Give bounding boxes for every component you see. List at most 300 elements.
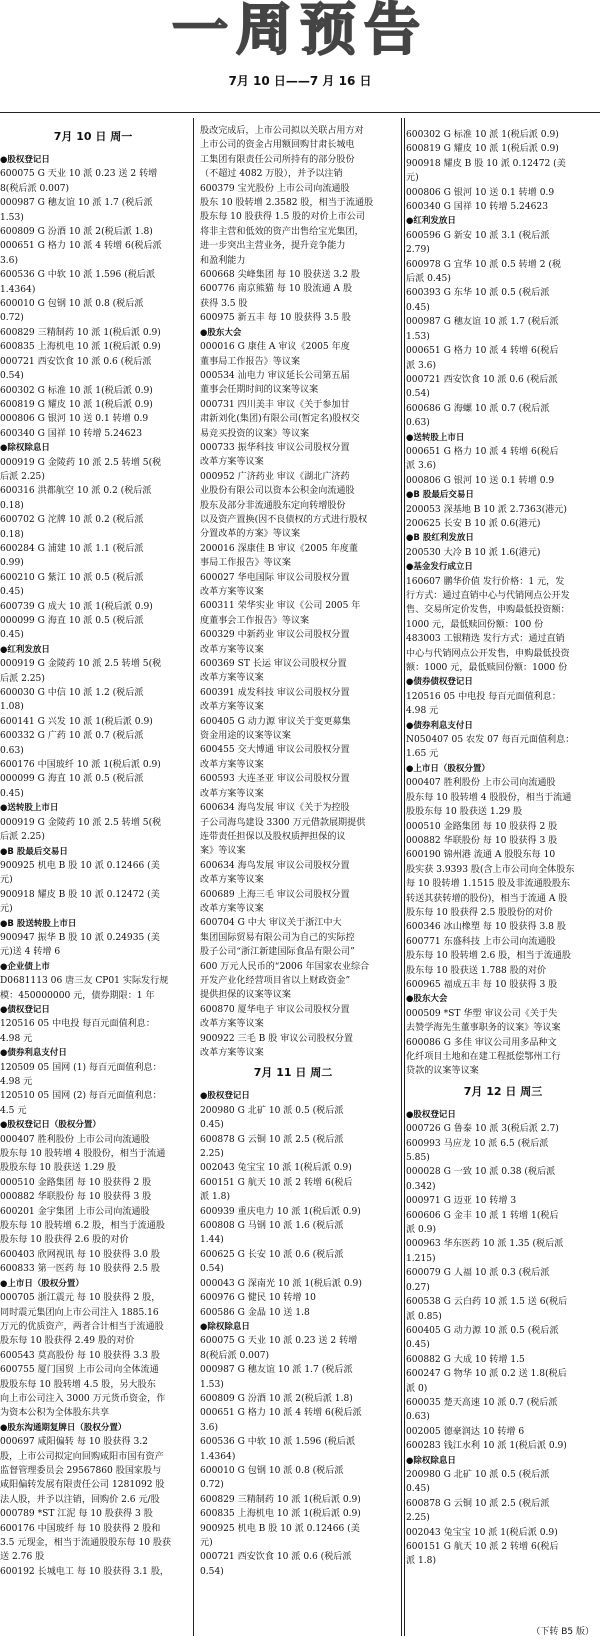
- listing-line: 600819 G 耀皮 10 派 1(税后派 0.9): [0, 399, 153, 410]
- listing-line: 进一步突出主营业务，提升竞争能力: [200, 241, 346, 252]
- listing-line: 600771 东盛科技 上市公司向流通股: [406, 936, 556, 947]
- listing-line: 将非主营和低效的资产出售给宝光集团，: [200, 226, 364, 237]
- listing-line: 派 0): [406, 1383, 428, 1394]
- column-2-list-a: [200, 124, 386, 1060]
- listing-line: 600079 G 人福 10 派 0.3 (税后派: [406, 1268, 550, 1279]
- section-heading: ●除权除息日: [200, 1321, 250, 1332]
- listing-line: 120516 05 中电投 每百元面值利息：: [0, 1019, 155, 1030]
- listing-line: 600536 G 中软 10 派 1.596 (税后派: [0, 270, 156, 281]
- listing-line: 0.45): [0, 630, 24, 641]
- listing-line: 000651 G 格力 10 派 4 转增 6(税后: [406, 346, 559, 357]
- listing-line: 4.98 元: [0, 1077, 33, 1087]
- listing-line: 600809 G 汾酒 10 派 2(税后派 1.8): [0, 227, 153, 238]
- listing-line: 后派 2.25): [0, 832, 45, 843]
- listing-line: 改革方案等议案: [200, 903, 264, 914]
- listing-line: 改革方案等议案: [200, 644, 264, 655]
- listing-line: 600939 重庆电力 10 派 1(税后派 0.9): [200, 1206, 361, 1217]
- listing-line: 3.6): [0, 255, 19, 266]
- listing-line: 工集团有限责任公司所持有的部分股份: [200, 154, 355, 165]
- listing-line: 000919 G 金陵药 10 派 2.5 转增 5(税: [0, 457, 162, 468]
- listing-line: 600686 G 海螺 10 派 0.7 (税后派: [406, 403, 550, 414]
- listing-line: 600704 G 中大 审议关于浙江中大: [200, 918, 342, 929]
- listing-line: 0.27): [406, 1282, 430, 1293]
- listing-line: 肃新刘化(集团)有限公司(暂定名)股权交: [200, 414, 360, 425]
- listing-line: D0681113 06 唐三友 CP01 实际发行规: [0, 976, 169, 987]
- listing-line: 600151 G 航天 10 派 2 转增 6(税后: [200, 1177, 353, 1188]
- listing-line: 0.54): [0, 371, 24, 382]
- listing-line: 600369 ST 长运 审议公司股权分置: [200, 659, 347, 670]
- listing-line: 200980 G 北矿 10 派 0.5 (税后派: [200, 1105, 344, 1116]
- listing-line: 600030 G 中信 10 派 1.2 (税后派: [0, 688, 144, 699]
- listing-line: 1.65 元: [406, 749, 439, 760]
- listing-line: 600808 G 马钢 10 派 1.6 (税后派: [200, 1221, 344, 1232]
- listing-line: 分置改革的方案》等议案: [200, 529, 301, 540]
- listing-line: 600010 G 包钢 10 派 0.8 (税后派: [0, 299, 144, 310]
- listing-line: 改革方案等议案: [200, 788, 264, 799]
- listing-line: 0.45): [406, 302, 430, 313]
- listing-line: 600176 中国玻纤 每 10 股获得 2 股和: [0, 1523, 161, 1534]
- listing-line: 002005 德豪润达 10 转增 6: [406, 1426, 525, 1437]
- listing-line: 4.98 元: [406, 706, 439, 717]
- listing-line: 股子公司“浙江新建国际食品有限公司”: [200, 947, 355, 958]
- listing-line: 600965 福成五丰 每 10 股获得 3 股: [406, 979, 558, 990]
- listing-line: 股东每 10 股转增 6.2 股，相当于流通股: [0, 1221, 165, 1232]
- listing-line: 股东每 10 股转增 2.6 股，相当于流通股: [406, 951, 571, 962]
- section-heading: ●除权除息日: [0, 443, 50, 454]
- listing-line: 000028 G 一致 10 派 0.38 (税后派: [406, 1167, 556, 1178]
- listing-line: 送 2.76 股: [0, 1552, 45, 1563]
- date-range: 7月 10 日——7 月 16 日: [228, 74, 372, 88]
- listing-line: 模：450000000 元，债券期限：1 年: [0, 990, 155, 1001]
- listing-line: 600403 欣网视讯 每 10 股获得 3.0 股: [0, 1249, 160, 1260]
- listing-line: 600283 钱江水利 10 派 1(税后派 0.9): [406, 1441, 567, 1452]
- section-heading: ●除权除息日: [406, 1455, 456, 1466]
- column-3-list-a: [406, 128, 600, 1079]
- listing-line: 股股东每 10 股获送 1.29 股: [406, 807, 523, 818]
- listing-line: 股东每 10 股获送 1.788 股的对价: [406, 965, 547, 976]
- listing-line: 600247 G 物华 10 派 0.2 送 1.8(税后: [406, 1369, 567, 1380]
- listing-line: 开发产业化经营项目省以上财政资金”: [200, 975, 351, 986]
- section-heading: ●B 股送转股上市日: [0, 918, 77, 929]
- listing-line: 600978 G 宜华 10 派 0.5 转增 2 (税: [406, 259, 562, 270]
- listing-line: 600819 G 耀皮 10 派 1(税后派 0.9): [406, 144, 559, 155]
- listing-line: 600538 G 云白药 10 派 1.5 送 6(税后: [406, 1297, 568, 1308]
- section-heading: ●股权登记日: [406, 1109, 456, 1120]
- listing-line: 董事局工作报告》等议案: [200, 356, 301, 367]
- listing-line: 1.53): [0, 212, 24, 223]
- listing-line: 股改完成后，上市公司拟以关联占用方对: [200, 126, 364, 136]
- listing-line: 万元的优质资产，两者合计相当于流通股: [0, 1321, 164, 1332]
- listing-line: 000407 胜利股份 上市公司向流通股: [0, 1134, 150, 1145]
- listing-line: 000697 咸阳偏转 每 10 股获得 3.2: [0, 1437, 148, 1448]
- listing-line: 600332 G 广药 10 派 0.7 (税后派: [0, 731, 144, 742]
- column-divider-1: [193, 118, 194, 1636]
- listing-line: 600086 G 多佳 审议公司用多品种文: [406, 1037, 557, 1048]
- listing-line: 提供担保的议案等议案: [200, 990, 291, 1001]
- listing-line: 900925 机电 B 股 10 派 0.12466 (美: [200, 1523, 360, 1534]
- listing-line: 000016 G 康佳 A 审议《2005 年度: [200, 342, 350, 353]
- listing-line: 600878 G 云铜 10 派 2.5 (税后派: [200, 1134, 344, 1145]
- day-heading-jul12: 7月 12 日 周三: [463, 1084, 543, 1098]
- listing-line: 0.54): [200, 1264, 224, 1275]
- listing-line: 改革方案等议案: [200, 673, 264, 684]
- listing-line: 600809 G 汾酒 10 派 2(税后派 1.8): [200, 1393, 353, 1404]
- listing-line: 股实获 3.9393 股(含上市公司向全体股东: [406, 864, 575, 875]
- listing-line: 资金用途的议案等议案: [200, 731, 291, 742]
- listing-line: 000952 广济药业 审议《湖北广济药: [200, 471, 350, 482]
- listing-line: 派 0.9): [406, 1225, 436, 1236]
- listing-line: 1.215): [406, 1253, 436, 1264]
- listing-line: 600405 G 动力源 审议关于变更募集: [200, 716, 351, 727]
- listing-line: 000726 G 鲁泰 10 派 3(税后派 2.7): [406, 1124, 559, 1135]
- listing-line: 600634 海鸟发展 审议《关于为控股: [200, 803, 350, 814]
- listing-line: 600596 G 新安 10 派 3.1 (税后派: [406, 230, 550, 241]
- listing-line: 600010 G 包钢 10 派 0.8 (税后派: [200, 1465, 344, 1476]
- listing-line: 0.18): [0, 500, 24, 511]
- listing-line: 度董事会工作报告》等议案: [200, 615, 310, 626]
- listing-line: 600606 G 金丰 10 派 1 转增 1(税后: [406, 1210, 559, 1221]
- listing-line: 获得 3.5 股: [200, 298, 248, 309]
- listing-line: 900918 耀皮 B 股 10 派 0.12472 (美: [406, 158, 566, 169]
- section-heading: ●债券债权登记日: [406, 677, 473, 688]
- listing-line: 后派 2.25): [0, 673, 45, 684]
- column-3: [406, 128, 600, 1569]
- listing-line: 000407 胜利股份 上市公司向流通股: [406, 778, 556, 789]
- listing-line: 000099 G 海直 10 派 0.5 (税后派: [0, 774, 144, 785]
- listing-line: 900925 机电 B 股 10 派 0.12466 (美: [0, 860, 160, 871]
- section-heading: ●债券利息支付日: [406, 720, 473, 731]
- listing-line: 160607 鹏华价值 发行价格：1 元，发: [406, 576, 565, 587]
- listing-line: 600151 G 航天 10 派 2 转增 6(税后: [406, 1542, 559, 1552]
- listing-line: 000806 G 银河 10 送 0.1 转增 0.9: [406, 475, 555, 486]
- listing-line: N050407 05 农发 07 每百元面值利息：: [406, 735, 575, 746]
- listing-line: 000987 G 穗友谊 10 派 1.7 (税后派: [0, 198, 153, 209]
- section-heading: ●企业债上市: [0, 961, 50, 972]
- listing-line: 股股东每 10 股转增 4.5 股，另大股东: [0, 1379, 156, 1390]
- listing-line: 000963 华东医药 10 派 1.35 (税后派: [406, 1239, 564, 1250]
- listing-line: 600625 G 长安 10 派 0.6 (税后派: [200, 1249, 344, 1260]
- listing-line: 元): [0, 904, 13, 915]
- listing-line: 600870 厦华电子 审议公司股权分置: [200, 1004, 350, 1015]
- column-divider-2: [401, 118, 402, 1636]
- listing-line: 改革方案等议案: [200, 875, 264, 886]
- listing-line: 和盈利能力: [200, 255, 246, 266]
- listing-line: 连带责任担保以及股权质押担保的议: [200, 831, 346, 842]
- section-heading: ●B 股最后交易日: [0, 846, 68, 857]
- listing-line: 600829 三精制药 10 派 1(税后派 0.9): [200, 1494, 361, 1505]
- listing-line: 600878 G 云铜 10 派 2.5 (税后派: [406, 1498, 550, 1509]
- listing-line: 600689 上海三毛 审议公司股权分置: [200, 889, 350, 900]
- column-2: [200, 124, 386, 1579]
- listing-line: 案》等议案: [200, 846, 246, 857]
- listing-line: 股股东每 10 股获送 1.29 股: [0, 1163, 117, 1174]
- listing-line: 股东每 10 股转增 4 股股份，相当于流通: [406, 792, 572, 803]
- listing-line: 600882 G 大成 10 转增 1.5: [406, 1354, 525, 1365]
- listing-line: 后派 0.45): [406, 274, 451, 285]
- listing-line: 股东 10 股转增 2.3582 股，相当于流通股: [200, 198, 374, 209]
- listing-line: 200625 长安 B 10 派 0.6(港元): [406, 518, 541, 529]
- listing-line: 120509 05 国网 (1) 每百元面值利息：: [0, 1062, 162, 1073]
- section-heading: ●股权登记日: [0, 155, 50, 165]
- listing-line: 0.45): [406, 1340, 430, 1351]
- listing-line: 600284 G 浦建 10 派 1.1 (税后派: [0, 543, 144, 554]
- listing-line: 600340 G 国祥 10 转增 5.24623: [406, 202, 548, 213]
- listing-line: 600455 交大博通 审议公司股权分置: [200, 745, 350, 756]
- listing-line: 1.53): [406, 331, 430, 342]
- listing-line: 600302 G 标准 10 派 1(税后派 0.9): [406, 130, 559, 140]
- listing-line: 向上市公司注入 3000 万元货币资金，作: [0, 1393, 166, 1404]
- listing-line: 0.63): [0, 745, 24, 756]
- listing-line: 600393 G 东华 10 派 0.5 (税后派: [406, 288, 550, 299]
- listing-line: 000882 华联股份 每 10 股获得 3 股: [406, 835, 558, 846]
- section-heading: ●B 股红利发放日: [406, 533, 474, 544]
- listing-line: 改革方案等议案: [200, 457, 264, 468]
- listing-line: 600975 新五丰 每 10 股获得 3.5 股: [200, 313, 351, 324]
- listing-line: 股东每 10 股获得 2.5 股股份的对价: [406, 907, 553, 918]
- listing-line: 派 0.85): [406, 1311, 442, 1322]
- section-heading: ●股东沟通期复牌日（股权分置）: [0, 1422, 127, 1433]
- listing-line: 派 3.6): [406, 360, 436, 371]
- listing-line: 002043 兔宝宝 10 派 1(税后派 0.9): [406, 1527, 558, 1538]
- listing-line: 600311 荣华实业 审议《公司 2005 年: [200, 601, 361, 612]
- listing-line: 0.18): [0, 529, 24, 540]
- section-heading: ●上市日（股权分置）: [406, 763, 490, 774]
- listing-line: 000987 G 穗友谊 10 派 1.7 (税后派: [406, 317, 559, 328]
- listing-line: 咸阳偏转发展有限责任公司 1281092 股: [0, 1480, 165, 1491]
- listing-line: 000510 金路集团 每 10 股获得 2 股: [0, 1177, 152, 1188]
- listing-line: 8(税后派 0.007): [200, 1350, 270, 1361]
- section-heading: ●送转股上市日: [406, 432, 465, 443]
- listing-line: 改革方案等议案: [200, 1019, 264, 1030]
- listing-line: 董事会任期时间的议案等议案: [200, 385, 319, 396]
- listing-line: 600346 冰山橡塑 每 10 股获得 3.8 股: [406, 922, 566, 933]
- listing-line: 600702 G 沱牌 10 派 0.2 (税后派: [0, 515, 144, 526]
- section-heading: ●股权登记日（股权分置）: [0, 1120, 101, 1131]
- listing-line: 8(税后派 0.007): [0, 183, 70, 194]
- listing-line: 中心与代销网点公开发售，申购最低投资: [406, 648, 570, 659]
- listing-line: 600192 长城电工 每 10 股获得 3.1 股，: [0, 1566, 170, 1577]
- listing-line: 000510 金路集团 每 10 股获得 2 股: [406, 821, 558, 832]
- listing-line: 000534 汕电力 审议延长公司第五届: [200, 370, 350, 381]
- listing-line: 0.45): [406, 1484, 430, 1495]
- listing-line: 5.85): [406, 1153, 430, 1164]
- section-heading: ●送转股上市日: [0, 803, 59, 814]
- listing-line: 600201 金宇集团 上市公司向流通股: [0, 1206, 150, 1217]
- listing-line: 易竞买投资的议案》等议案: [200, 428, 310, 439]
- listing-line: 事局工作报告》等议案: [200, 558, 291, 569]
- listing-line: 3.6): [200, 1422, 219, 1433]
- listing-line: 股东每 10 股获得 2.6 股的对价: [0, 1235, 129, 1246]
- section-heading: ●股东大会: [406, 994, 448, 1005]
- listing-line: 元): [0, 875, 13, 886]
- listing-line: 000099 G 海直 10 派 0.5 (税后派: [0, 616, 144, 626]
- section-heading: ●红利发放日: [0, 644, 50, 655]
- section-heading: ●基金发行成立日: [406, 562, 473, 573]
- listing-line: 改革方案等议案: [200, 1048, 264, 1058]
- listing-line: 改革方案等议案: [200, 759, 264, 770]
- listing-line: 000651 G 格力 10 派 4 转增 6(税后: [406, 446, 559, 457]
- listing-line: 000721 西安饮食 10 派 0.6 (税后派: [406, 374, 558, 385]
- listing-line: 000919 G 金陵药 10 派 2.5 转增 5(税: [0, 659, 162, 670]
- listing-line: 0.63): [406, 418, 430, 429]
- listing-line: 600190 锦州港 流通 A 股股东每 10: [406, 850, 556, 861]
- listing-line: 为资本公积为全体股东共享: [0, 1408, 110, 1419]
- listing-line: 贷款的议案等议案: [406, 1066, 479, 1077]
- listing-line: 监督管理委员会 29567860 股国家股与: [0, 1465, 162, 1476]
- listing-line: 股，上市公司拟定向回购咸阳市国有资产: [0, 1451, 164, 1462]
- listing-line: 000651 G 格力 10 派 4 转增 6(税后派: [0, 241, 162, 252]
- listing-line: 股东及部分非流通股东定向转增股份: [200, 500, 346, 511]
- listing-line: 600075 G 天业 10 派 0.23 送 2 转增: [0, 169, 158, 180]
- listing-line: 200980 G 北矿 10 派 0.5 (税后派: [406, 1469, 550, 1480]
- listing-line: 法人股，并予以注销，回购价 2.6 元/股: [0, 1494, 160, 1505]
- listing-line: 转送其获转增的股份)，相当于流通 A 股: [406, 893, 568, 904]
- listing-line: 600391 成发科技 审议公司股权分置: [200, 687, 350, 698]
- listing-line: 600586 G 金晶 10 送 1.8: [200, 1307, 310, 1318]
- listing-line: 600141 G 兴发 10 派 1(税后派 0.9): [0, 716, 153, 727]
- listing-line: 售、交易所定价发售，申购最低投资额：: [406, 605, 570, 616]
- continued-note: （下转 B5 版）: [531, 1627, 594, 1637]
- column-divider-2b: [404, 118, 405, 1636]
- listing-line: 化纤项目土地和在建工程抵偿鄂州工行: [406, 1052, 561, 1062]
- listing-line: 3.5 元现金，相当于流通股股东每 10 股获: [0, 1538, 172, 1548]
- listing-line: 600835 上海机电 10 派 1(税后派 0.9): [200, 1509, 361, 1520]
- listing-line: 000721 西安饮食 10 派 0.6 (税后派: [0, 356, 152, 367]
- section-heading: ●上市日（股权分置）: [0, 1278, 84, 1289]
- listing-line: 1.53): [200, 1379, 224, 1390]
- listing-line: 0.54): [406, 389, 430, 400]
- listing-line: 1.08): [0, 702, 24, 713]
- listing-line: 股东每 10 股获得 1.5 股的对价上市公司: [200, 212, 365, 223]
- listing-line: 600405 G 动力源 10 派 0.5 (税后派: [406, 1325, 559, 1336]
- listing-line: 000987 G 穗友谊 10 派 1.7 (税后派: [200, 1365, 353, 1376]
- listing-line: 1.44): [200, 1235, 224, 1246]
- listing-line: 900947 振华 B 股 10 派 0.24935 (美: [0, 932, 160, 943]
- listing-line: 002043 兔宝宝 10 派 1(税后派 0.9): [200, 1163, 352, 1174]
- listing-line: 600593 大连圣亚 审议公司股权分置: [200, 774, 350, 785]
- listing-line: 后派 2.25): [0, 471, 45, 482]
- section-heading: ●债券利息支付日: [0, 1048, 67, 1059]
- listing-line: 000043 G 深南光 10 派 1(税后派 0.9): [200, 1278, 362, 1289]
- listing-line: （不超过 4082 万股），并予以注销: [200, 169, 343, 180]
- listing-line: 120510 05 国网 (2) 每百元面值利息：: [0, 1091, 162, 1102]
- listing-line: 集团国际贸易有限公司为自己的实际控: [200, 932, 355, 943]
- listing-line: 600543 莫高股份 每 10 股获得 3.3 股: [0, 1350, 160, 1361]
- listing-line: 000705 浙江震元 每 10 股获得 2 股，: [0, 1293, 161, 1304]
- listing-line: 600035 楚天高速 10 派 0.7 (税后派: [406, 1397, 558, 1408]
- section-heading: ●股权登记日: [200, 1091, 250, 1102]
- listing-line: 200016 深康佳 B 审议《2005 年度董: [200, 543, 358, 554]
- listing-line: 1000 元，最低赎回份额：100 份: [406, 619, 544, 630]
- listing-line: 额：1000 元，最低赎回份额：1000 份: [406, 663, 568, 674]
- listing-line: 2.79): [406, 245, 430, 256]
- listing-line: 子公司海鸟建设 3300 万元借款展期提供: [200, 817, 366, 828]
- listing-line: 483003 工银精选 发行方式：通过直销: [406, 634, 565, 645]
- listing-line: 600176 中国玻纤 10 派 1(税后派 0.9): [0, 760, 161, 771]
- column-1-list: [0, 153, 186, 1579]
- listing-line: 4.5 元: [0, 1105, 27, 1116]
- listing-line: 120516 05 中电投 每百元面值利息：: [406, 691, 561, 702]
- listing-line: 0.45): [0, 788, 24, 799]
- listing-line: 0.45): [200, 1120, 224, 1131]
- section-heading: ●债权登记日: [0, 1004, 50, 1015]
- listing-line: 000971 G 迈亚 10 转增 3: [406, 1196, 517, 1207]
- listing-line: 000806 G 银河 10 送 0.1 转增 0.9: [406, 187, 555, 198]
- listing-line: 0.45): [0, 587, 24, 598]
- listing-line: 900918 耀皮 B 股 10 派 0.12472 (美: [0, 889, 160, 900]
- listing-line: 0.63): [406, 1412, 430, 1423]
- banner: [0, 0, 600, 62]
- listing-line: 600755 厦门国贸 上市公司向全体流通: [0, 1365, 159, 1376]
- listing-line: 600668 尖峰集团 每 10 股获送 3.2 股: [200, 270, 360, 281]
- listing-line: 600536 G 中软 10 派 1.596 (税后派: [200, 1437, 356, 1448]
- listing-line: 600739 G 成大 10 派 1(税后派 0.9): [0, 601, 153, 612]
- listing-line: 600075 G 天业 10 派 0.23 送 2 转增: [200, 1336, 358, 1347]
- listing-line: 0.72): [0, 313, 24, 324]
- listing-line: 600302 G 标准 10 派 1(税后派 0.9): [0, 385, 153, 396]
- listing-line: 0.99): [0, 558, 24, 569]
- listing-line: 000919 G 金陵药 10 派 2.5 转增 5(税: [0, 817, 162, 828]
- listing-line: 600776 南京熊猫 每 10 股流通 A 股: [200, 284, 353, 295]
- listing-line: 行方式：通过直销中心与代销网点公开发: [406, 591, 570, 601]
- listing-line: 600829 三精制药 10 派 1(税后派 0.9): [0, 327, 161, 338]
- listing-line: 元): [200, 1538, 213, 1548]
- page-title: 一周预告: [172, 0, 428, 63]
- listing-line: 派 1.8): [406, 1556, 436, 1567]
- listing-line: 200530 大冷 B 10 派 1.6(港元): [406, 547, 541, 558]
- section-heading: ●红利发放日: [406, 216, 456, 227]
- listing-line: 600379 宝光股份 上市公司向流通股: [200, 183, 350, 194]
- listing-line: 业股份有限公司以资本公积金向流通股: [200, 486, 355, 497]
- listing-line: 000509 *ST 华塑 审议公司《关于失: [406, 1008, 558, 1019]
- listing-line: 2.25): [200, 1149, 224, 1160]
- listing-line: 2.25): [406, 1513, 430, 1524]
- listing-line: 000721 西安饮食 10 派 0.6 (税后派: [200, 1552, 352, 1563]
- listing-line: 每 10 股转增 1.1515 股及非流通股股东: [406, 879, 571, 890]
- listing-line: 000733 振华科技 审议公司股权分置: [200, 442, 350, 453]
- listing-line: 股东每 10 股转增 4 股股份，相当于流通: [0, 1149, 166, 1160]
- listing-line: 000651 G 格力 10 派 4 转增 6(税后派: [200, 1408, 362, 1419]
- listing-line: 000731 四川美丰 审议《关于参加甘: [200, 399, 350, 410]
- listing-line: 600340 G 国祥 10 转增 5.24623: [0, 428, 142, 439]
- listing-line: 0.342): [406, 1181, 436, 1192]
- listing-line: 元): [406, 173, 419, 184]
- listing-line: 600835 上海机电 10 派 1(税后派 0.9): [0, 342, 161, 353]
- column-2-list-b: [200, 1089, 386, 1579]
- listing-line: 600976 G 健民 10 转增 10: [200, 1293, 316, 1304]
- section-heading: ●股东大会: [200, 327, 242, 338]
- listing-line: 改革方案等议案: [200, 587, 264, 597]
- top-rule: [0, 112, 600, 113]
- listing-line: 0.72): [200, 1480, 224, 1491]
- listing-line: 1.4364): [200, 1451, 236, 1462]
- listing-line: 4.98 元: [0, 1033, 33, 1044]
- day-heading-jul11: 7月 11 日 周二: [253, 1066, 333, 1080]
- listing-line: 去赞学海先生董事职务的议案》等议案: [406, 1023, 561, 1034]
- listing-line: 派 3.6): [406, 461, 436, 472]
- listing-line: 同时震元集团向上市公司注入 1885.16: [0, 1307, 159, 1318]
- listing-line: 元)送 4 转增 6: [0, 947, 61, 958]
- listing-line: 600993 马应龙 10 派 6.5 (税后派: [406, 1138, 549, 1149]
- column-1: [0, 124, 186, 1579]
- listing-line: 000806 G 银河 10 送 0.1 转增 0.9: [0, 414, 149, 425]
- listing-line: 600329 中新药业 审议公司股权分置: [200, 630, 350, 641]
- listing-line: 1.4364): [0, 284, 36, 295]
- listing-line: 600316 洪都航空 10 派 0.2 (税后派: [0, 486, 152, 497]
- listing-line: 0.54): [200, 1566, 224, 1577]
- listing-line: 900922 三毛 B 股 审议公司股权分置: [200, 1033, 353, 1044]
- section-heading: ●B 股最后交易日: [406, 490, 474, 501]
